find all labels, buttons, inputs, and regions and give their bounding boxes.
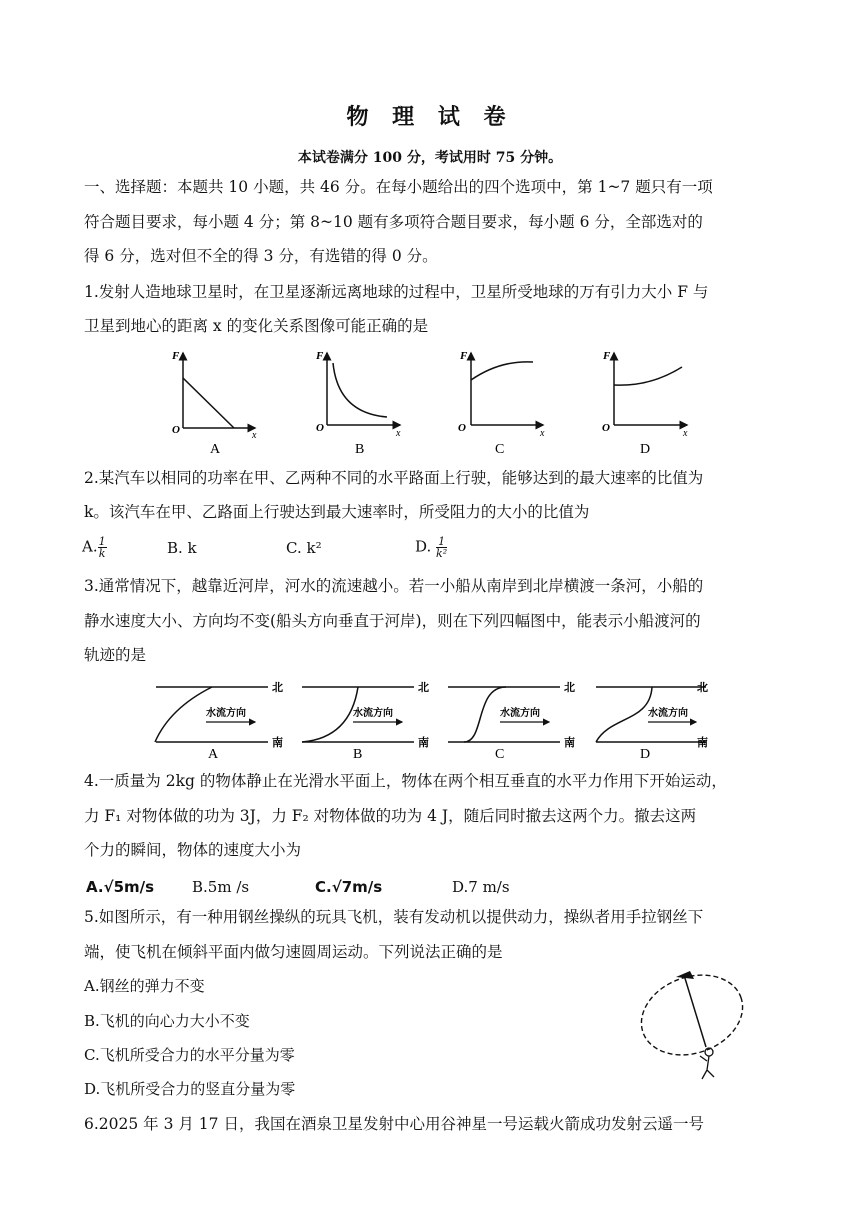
q1-b-xaxis-label: x	[396, 428, 401, 439]
section-intro-line-3: 得 6 分，选对但不全的得 3 分，有选错的得 0 分。	[84, 247, 438, 265]
q2-option-b: B. k	[167, 539, 197, 557]
q1-graph-a	[171, 350, 257, 457]
q2-text-line-2: k。该汽车在甲、乙路面上行驶达到最大速率时，所受阻力的大小的比值为	[84, 503, 590, 521]
q3-a-north: 北	[272, 682, 283, 694]
q1-d-origin: O	[602, 422, 610, 434]
q5-text-line-2: 端，使飞机在倾斜平面内做匀速圆周运动。下列说法正确的是	[84, 943, 503, 961]
q1-a-curve	[183, 378, 234, 428]
q2-option-d: D. $\frac{1}{\text{k²}}$	[415, 535, 448, 560]
q1-d-label: D	[640, 442, 651, 457]
q1-a-label: A	[210, 442, 221, 457]
q3-diagram-c	[448, 681, 575, 762]
q1-b-curve	[333, 363, 387, 417]
q1-b-label: B	[355, 442, 365, 457]
q5-option-b: B.飞机的向心力大小不变	[84, 1012, 250, 1030]
q3-a-trajectory	[155, 687, 212, 742]
q3-c-north: 北	[564, 682, 575, 694]
plane-icon	[676, 971, 694, 979]
q3-a-south: 南	[272, 737, 283, 749]
operator-figure	[700, 1056, 714, 1079]
q2-text-line-1: 2.某汽车以相同的功率在甲、乙两种不同的水平路面上行驶，能够达到的最大速率的比值为	[84, 469, 704, 487]
q3-b-south: 南	[418, 737, 429, 749]
q1-graph-b	[315, 350, 401, 457]
q1-a-origin: O	[172, 424, 180, 436]
q1-text-line-2: 卫星到地心的距离 x 的变化关系图像可能正确的是	[84, 317, 429, 335]
q4-text-line-2: 力 F₁ 对物体做的功为 3J，力 F₂ 对物体做的功为 4 J，随后同时撤去这两个力。撤去这两	[84, 807, 697, 825]
q5-option-a: A.钢丝的弹力不变	[84, 977, 205, 995]
q3-text-line-1: 3.通常情况下，越靠近河岸，河水的流速越小。若一小船从南岸到北岸横渡一条河，小船的	[84, 577, 704, 595]
q1-c-yaxis-label: F	[460, 350, 468, 362]
q3-d-north: 北	[697, 682, 708, 694]
q3-diagram-d	[596, 681, 708, 762]
q5-text-line-1: 5.如图所示，有一种用钢丝操纵的玩具飞机，装有发动机以提供动力，操纵者用手拉钢丝下	[84, 908, 704, 926]
q3-text-line-2: 静水速度大小、方向均不变(船头方向垂直于河岸)，则在下列四幅图中，能表示小船渡河的	[84, 612, 701, 630]
q4-option-d: D.7 m/s	[452, 878, 510, 896]
q3-diagrams	[150, 678, 720, 763]
q3-b-north: 北	[418, 682, 429, 694]
q5-option-d: D.飞机所受合力的竖直分量为零	[84, 1080, 296, 1098]
q4-text-line-3: 个力的瞬间，物体的速度大小为	[84, 841, 302, 859]
q3-d-label: D	[640, 747, 651, 762]
q3-b-flow: 水流方向	[353, 708, 393, 719]
q1-graphs	[150, 345, 710, 460]
q1-c-curve	[471, 362, 533, 380]
q1-graph-d	[602, 350, 688, 457]
q3-diagram-a	[155, 681, 283, 762]
q5-option-c: C.飞机所受合力的水平分量为零	[84, 1046, 295, 1064]
q3-d-trajectory	[596, 687, 652, 742]
q3-d-flow: 水流方向	[648, 708, 688, 719]
q3-b-label: B	[353, 747, 363, 762]
page-title: 物 理 试 卷	[346, 104, 514, 130]
q1-graph-c	[458, 350, 545, 457]
q3-b-trajectory	[302, 687, 358, 742]
q4-text-line-1: 4.一质量为 2kg 的物体静止在光滑水平面上，物体在两个相互垂直的水平力作用下开始运动，	[84, 772, 727, 790]
q3-c-flow: 水流方向	[500, 708, 540, 719]
q3-d-south: 南	[697, 737, 708, 749]
q1-c-label: C	[495, 442, 505, 457]
q1-text-line-1: 1.发射人造地球卫星时，在卫星逐渐远离地球的过程中，卫星所受地球的万有引力大小 F 与	[84, 283, 709, 301]
q1-d-yaxis-label: F	[603, 350, 611, 362]
section-intro-line-1: 一、选择题：本题共 10 小题，共 46 分。在每小题给出的四个选项中，第 1~7 题只有一项	[84, 178, 713, 196]
q6-text-line-1: 6.2025 年 3 月 17 日，我国在酒泉卫星发射中心用谷神星一号运载火箭成功发射云遥一号	[84, 1115, 704, 1133]
q2-option-c: C. k²	[286, 539, 322, 557]
section-intro-line-2: 符合题目要求，每小题 4 分；第 8~10 题有多项符合题目要求，每小题 6 分，全部选对的	[84, 213, 703, 231]
q1-a-xaxis-label: x	[252, 430, 257, 441]
q3-a-flow: 水流方向	[206, 708, 246, 719]
q3-c-south: 南	[564, 737, 575, 749]
q1-a-yaxis-label: F	[172, 350, 180, 362]
steel-wire	[684, 975, 706, 1047]
q1-c-origin: O	[458, 422, 466, 434]
q1-d-curve	[614, 367, 682, 385]
q1-c-xaxis-label: x	[540, 428, 545, 439]
exam-info: 本试卷满分 100 分，考试用时 75 分钟。	[297, 150, 563, 166]
q5-figure-toy-plane	[630, 955, 755, 1085]
q4-option-a: A.√5m/s	[86, 878, 155, 896]
q1-d-xaxis-label: x	[683, 428, 688, 439]
q1-b-yaxis-label: F	[316, 350, 324, 362]
q2-option-a: A. $\frac{1}{k}$	[82, 535, 106, 560]
q3-text-line-3: 轨迹的是	[84, 646, 147, 664]
q4-option-c: C.√7m/s	[315, 878, 383, 896]
q3-a-label: A	[208, 747, 219, 762]
q4-option-b: B.5m /s	[192, 878, 250, 896]
q1-b-origin: O	[316, 422, 324, 434]
q3-c-label: C	[495, 747, 505, 762]
q3-diagram-b	[302, 681, 429, 762]
